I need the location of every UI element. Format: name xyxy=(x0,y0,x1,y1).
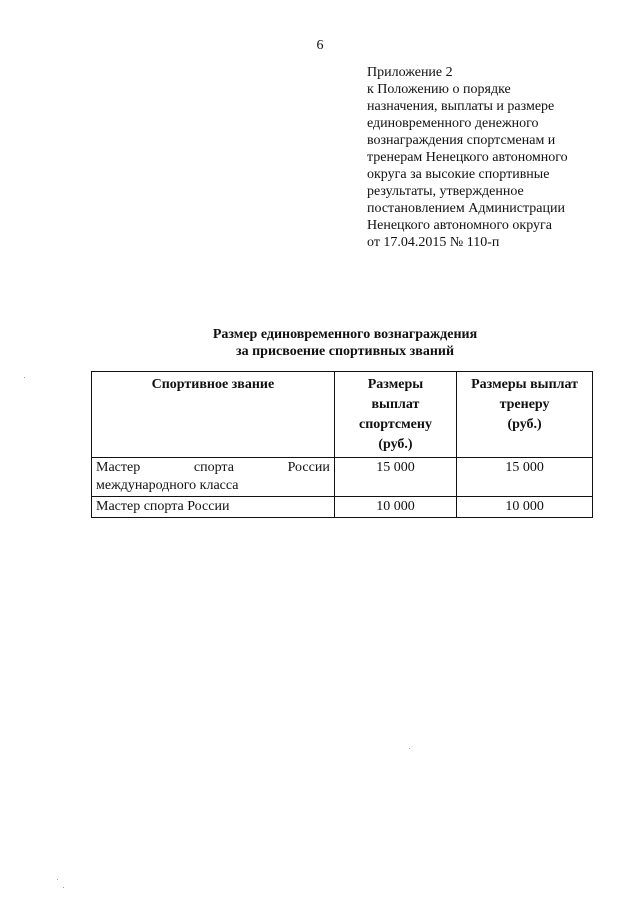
appendix-line: от 17.04.2015 № 110-п xyxy=(367,235,500,250)
header-coach-amount xyxy=(457,372,593,458)
header-line: Размеры xyxy=(367,377,424,392)
cell-athlete-amount: 10 000 xyxy=(334,497,456,518)
header-line: (руб.) xyxy=(378,437,413,452)
header-line: Размеры выплат xyxy=(471,377,578,392)
cell-sport-title: Мастер спорта России xyxy=(92,497,335,518)
header-line: выплат xyxy=(371,397,420,412)
table-row xyxy=(92,497,593,518)
appendix-block xyxy=(367,64,607,251)
scan-speck xyxy=(409,748,410,749)
header-line: спортсмену xyxy=(358,417,432,432)
appendix-line: постановлением Администрации xyxy=(367,201,565,216)
table-title xyxy=(0,326,640,360)
scan-speck xyxy=(63,887,64,888)
appendix-line: назначения, выплаты и размере xyxy=(367,99,555,114)
appendix-line: вознаграждения спортсменам и xyxy=(367,133,556,148)
appendix-line: единовременного денежного xyxy=(367,116,539,131)
cell-athlete-amount: 15 000 xyxy=(334,458,456,497)
table-title-line: Размер единовременного вознаграждения xyxy=(212,327,478,342)
header-line: тренеру xyxy=(499,397,550,412)
cell-coach-amount: 10 000 xyxy=(457,497,593,518)
header-line: (руб.) xyxy=(507,417,542,432)
page-number: 6 xyxy=(316,38,324,53)
appendix-line: округа за высокие спортивные xyxy=(367,167,550,182)
appendix-line: к Положению о порядке xyxy=(367,82,511,97)
header-athlete-amount xyxy=(334,372,456,458)
table-row xyxy=(92,458,593,497)
awards-table xyxy=(91,371,593,518)
appendix-line: тренерам Ненецкого автономного xyxy=(367,150,568,165)
table-header-row xyxy=(92,372,593,458)
table-title-line: за присвоение спортивных званий xyxy=(235,344,455,359)
appendix-line: Приложение 2 xyxy=(367,65,453,80)
cell-sport-title: Мастер спорта России международного класса xyxy=(92,458,335,497)
header-sport-title: Спортивное звание xyxy=(92,372,335,458)
scan-speck xyxy=(57,879,58,880)
cell-coach-amount: 15 000 xyxy=(457,458,593,497)
appendix-line: результаты, утвержденное xyxy=(367,184,524,199)
scan-speck xyxy=(24,377,25,378)
appendix-line: Ненецкого автономного округа xyxy=(367,218,552,233)
